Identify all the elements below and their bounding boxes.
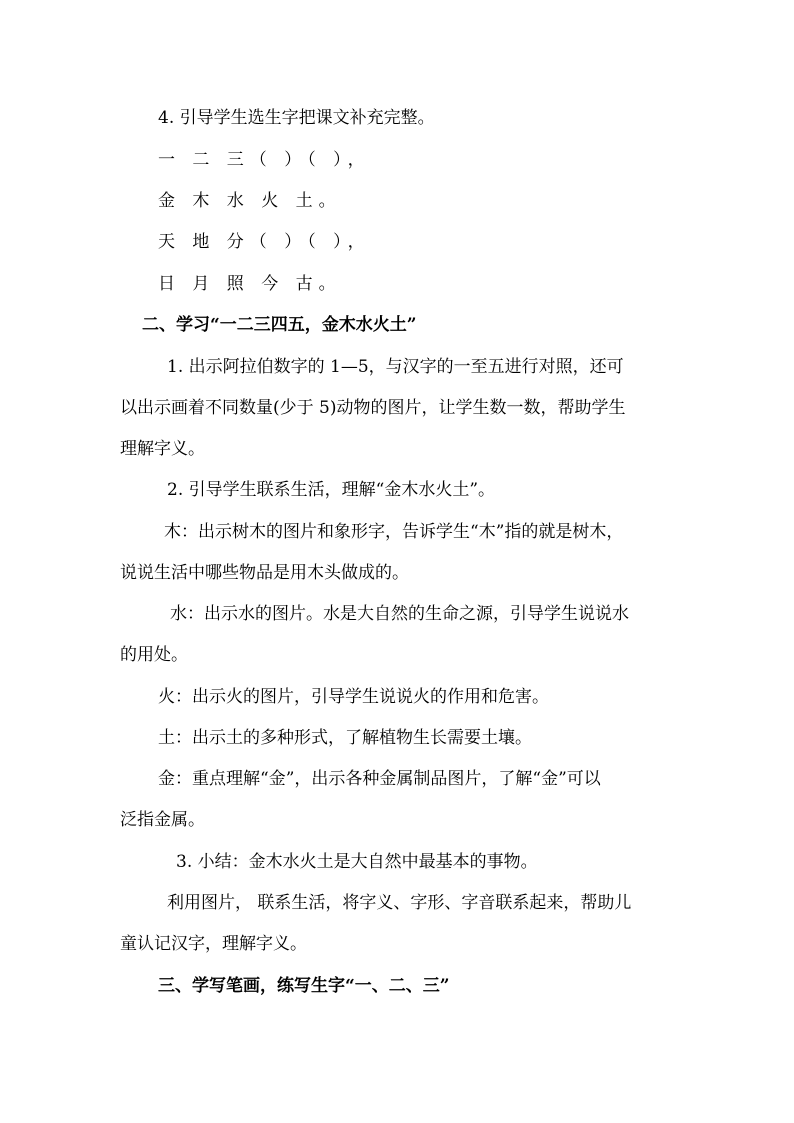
paragraph-2-line: 2. 引导学生联系生活，理解“金木水火土”。 bbox=[167, 480, 496, 500]
jin-paragraph-line-1: 金：重点理解“金”，出示各种金属制品图片，了解“金”可以 bbox=[158, 769, 601, 789]
tu-paragraph-line: 土：出示土的多种形式，了解植物生长需要土壤。 bbox=[158, 728, 532, 748]
method-paragraph-line-1: 利用图片， 联系生活，将字义、字形、字音联系起来，帮助儿 bbox=[167, 893, 632, 913]
method-paragraph-line-2: 童认记汉字，理解字义。 bbox=[120, 934, 307, 954]
poem-line-4: 日 月 照 今 古。 bbox=[158, 274, 342, 294]
shui-paragraph-line-1: 水：出示水的图片。水是大自然的生命之源，引导学生说说水 bbox=[170, 604, 629, 624]
shui-paragraph-line-2: 的用处。 bbox=[120, 645, 188, 665]
paragraph-1-line-2: 以出示画着不同数量(少于 5)动物的图片，让学生数一数，帮助学生 bbox=[120, 398, 626, 418]
mu-paragraph-line-2: 说说生活中哪些物品是用木头做成的。 bbox=[120, 563, 409, 583]
poem-line-1: 一 二 三（ ）（ ）， bbox=[158, 150, 371, 170]
section-2-heading: 二、学习“一二三四五，金木水火土” bbox=[142, 315, 417, 335]
item4-title: 4. 引导学生选生字把课文补充完整。 bbox=[158, 108, 435, 128]
huo-paragraph-line: 火：出示火的图片，引导学生说说火的作用和危害。 bbox=[158, 687, 549, 707]
section-3-heading: 三、学写笔画，练写生字“一、二、三” bbox=[158, 976, 450, 996]
paragraph-1-line-1: 1. 出示阿拉伯数字的 1—5，与汉字的一至五进行对照，还可 bbox=[167, 357, 624, 377]
mu-paragraph-line-1: 木：出示树木的图片和象形字，告诉学生“木”指的就是树木， bbox=[164, 522, 624, 542]
jin-paragraph-line-2: 泛指金属。 bbox=[120, 810, 205, 830]
poem-line-3: 天 地 分（ ）（ ）， bbox=[158, 232, 371, 252]
paragraph-1-line-3: 理解字义。 bbox=[120, 439, 205, 459]
poem-line-2: 金 木 水 火 土。 bbox=[158, 191, 342, 211]
summary-line: 3. 小结：金木水火土是大自然中最基本的事物。 bbox=[176, 852, 538, 872]
